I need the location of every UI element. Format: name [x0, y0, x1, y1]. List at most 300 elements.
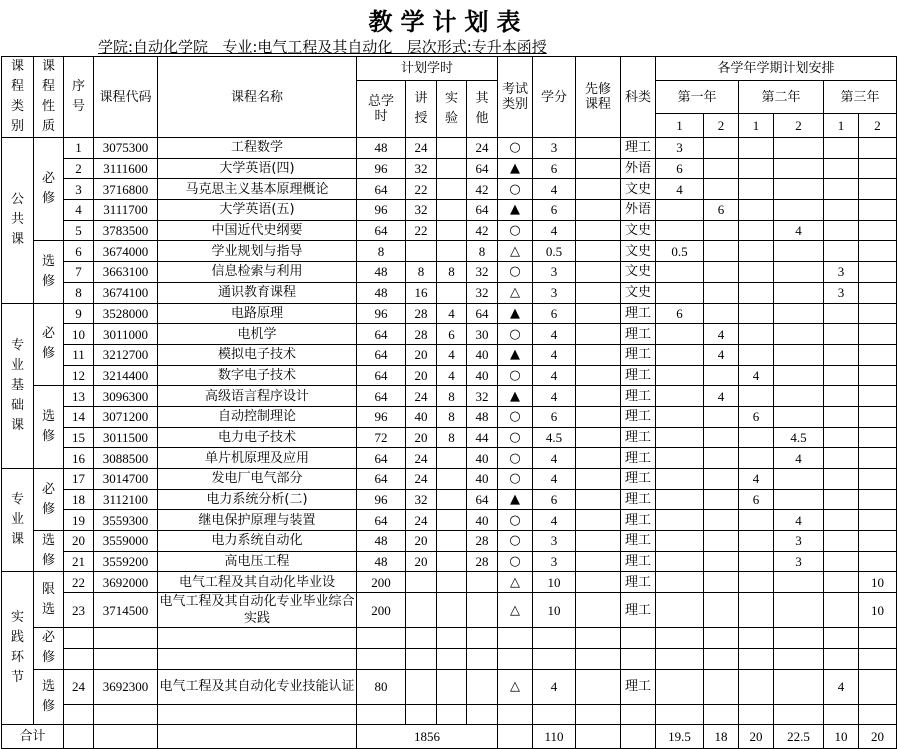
other-hours: 42 — [467, 220, 498, 241]
table-row — [2, 704, 897, 725]
prereq — [576, 648, 621, 669]
total-hours: 64 — [357, 510, 406, 531]
lab-hours — [437, 469, 467, 490]
total-hours: 8 — [357, 241, 406, 262]
lecture-hours: 28 — [406, 324, 437, 345]
course-code: 3559200 — [94, 551, 158, 572]
seq-cell: 13 — [64, 386, 94, 407]
semester-3-credit — [739, 510, 774, 531]
exam-type: ○ — [498, 365, 533, 386]
semester-1-credit — [656, 704, 704, 725]
course-code: 3716800 — [94, 179, 158, 200]
course-code — [94, 648, 158, 669]
semester-3-credit: 6 — [739, 489, 774, 510]
semester-3-credit — [739, 158, 774, 179]
credit: 4 — [533, 324, 576, 345]
header-code: 课程代码 — [94, 57, 158, 138]
nature-required: 必修 — [34, 138, 64, 241]
lecture-hours: 24 — [406, 448, 437, 469]
credit: 4 — [533, 179, 576, 200]
lab-hours: 6 — [437, 324, 467, 345]
semester-6-credit: 10 — [859, 593, 897, 628]
lab-hours: 8 — [437, 262, 467, 283]
seq-cell: 11 — [64, 344, 94, 365]
semester-6-credit — [859, 704, 897, 725]
lecture-hours: 32 — [406, 489, 437, 510]
totals-exam — [498, 725, 533, 749]
seq-cell: 9 — [64, 303, 94, 324]
semester-4-credit — [774, 628, 824, 649]
prereq — [576, 669, 621, 704]
exam-type: △ — [498, 572, 533, 593]
semester-5-credit — [824, 648, 859, 669]
semester-6-credit — [859, 669, 897, 704]
group-major: 专业课 — [2, 469, 34, 572]
prereq — [576, 303, 621, 324]
header-plan-hours: 计划学时 — [357, 57, 498, 81]
lab-hours: 4 — [437, 344, 467, 365]
semester-3-credit — [739, 448, 774, 469]
seq-cell: 21 — [64, 551, 94, 572]
header-nature: 课程性质 — [34, 57, 64, 138]
header-other: 其他 — [467, 81, 498, 138]
seq-cell: 17 — [64, 469, 94, 490]
semester-6-credit — [859, 648, 897, 669]
semester-5-credit — [824, 344, 859, 365]
table-row — [2, 648, 897, 669]
credit: 4 — [533, 344, 576, 365]
course-code: 3212700 — [94, 344, 158, 365]
semester-4-credit — [774, 200, 824, 221]
seq-cell: 3 — [64, 179, 94, 200]
semester-3-credit: 4 — [739, 469, 774, 490]
other-hours: 8 — [467, 241, 498, 262]
group-basic: 专业基础课 — [2, 303, 34, 469]
semester-2-credit: 4 — [704, 324, 739, 345]
prereq — [576, 510, 621, 531]
prereq — [576, 386, 621, 407]
totals-semester-5: 10 — [824, 725, 859, 749]
lecture-hours: 24 — [406, 138, 437, 159]
totals-label: 合计 — [2, 725, 64, 749]
header-y1-sem1: 1 — [656, 114, 704, 138]
course-code: 3096300 — [94, 386, 158, 407]
credit: 10 — [533, 572, 576, 593]
totals-semester-4: 22.5 — [774, 725, 824, 749]
course-code: 3111600 — [94, 158, 158, 179]
totals-credit: 110 — [533, 725, 576, 749]
other-hours: 64 — [467, 489, 498, 510]
semester-5-credit — [824, 531, 859, 552]
header-year2: 第二年 — [739, 81, 824, 114]
semester-1-credit — [656, 669, 704, 704]
semester-3-credit — [739, 628, 774, 649]
lab-hours: 8 — [437, 427, 467, 448]
table-row — [2, 427, 897, 448]
semester-6-credit — [859, 179, 897, 200]
header-y3-sem2: 2 — [859, 114, 897, 138]
semester-3-credit — [739, 262, 774, 283]
header-total-hours: 总学时 — [357, 81, 406, 138]
other-hours — [467, 572, 498, 593]
subject-category: 理工 — [621, 324, 656, 345]
semester-2-credit — [704, 448, 739, 469]
lecture-hours — [406, 704, 437, 725]
subject-category: 文史 — [621, 179, 656, 200]
semester-6-credit — [859, 138, 897, 159]
totals-code — [94, 725, 158, 749]
prereq — [576, 406, 621, 427]
course-code: 3528000 — [94, 303, 158, 324]
semester-4-credit — [774, 572, 824, 593]
nature-elective: 选修 — [34, 669, 64, 725]
total-hours — [357, 628, 406, 649]
credit: 6 — [533, 200, 576, 221]
header-name: 课程名称 — [158, 57, 357, 138]
lecture-hours: 20 — [406, 531, 437, 552]
course-name: 模拟电子技术 — [158, 344, 357, 365]
semester-4-credit — [774, 138, 824, 159]
credit: 3 — [533, 551, 576, 572]
credit: 3 — [533, 531, 576, 552]
semester-6-credit: 10 — [859, 572, 897, 593]
semester-4-credit: 3 — [774, 531, 824, 552]
lab-hours — [437, 551, 467, 572]
nature-limited: 限选 — [34, 572, 64, 628]
semester-4-credit: 4.5 — [774, 427, 824, 448]
totals-prereq — [576, 725, 621, 749]
semester-1-credit: 4 — [656, 179, 704, 200]
semester-3-credit — [739, 704, 774, 725]
exam-type: ○ — [498, 179, 533, 200]
semester-4-credit: 4 — [774, 510, 824, 531]
other-hours — [467, 628, 498, 649]
semester-6-credit — [859, 551, 897, 572]
semester-5-credit — [824, 489, 859, 510]
table-row — [2, 303, 897, 324]
total-hours: 96 — [357, 303, 406, 324]
lab-hours — [437, 593, 467, 628]
credit: 4 — [533, 469, 576, 490]
total-hours: 48 — [357, 282, 406, 303]
semester-5-credit — [824, 406, 859, 427]
totals-row — [2, 725, 897, 749]
semester-6-credit — [859, 427, 897, 448]
course-code: 3011000 — [94, 324, 158, 345]
seq-cell: 23 — [64, 593, 94, 628]
course-code: 3692300 — [94, 669, 158, 704]
other-hours: 28 — [467, 531, 498, 552]
semester-4-credit — [774, 406, 824, 427]
semester-2-credit — [704, 551, 739, 572]
course-name: 大学英语(五) — [158, 200, 357, 221]
subject-category — [621, 628, 656, 649]
course-code: 3011500 — [94, 427, 158, 448]
credit: 4 — [533, 669, 576, 704]
header-y1-sem2: 2 — [704, 114, 739, 138]
other-hours: 64 — [467, 303, 498, 324]
prereq — [576, 365, 621, 386]
seq-cell: 12 — [64, 365, 94, 386]
semester-5-credit — [824, 365, 859, 386]
semester-1-credit: 0.5 — [656, 241, 704, 262]
subject-category: 理工 — [621, 510, 656, 531]
lab-hours — [437, 448, 467, 469]
credit: 3 — [533, 282, 576, 303]
other-hours — [467, 648, 498, 669]
total-hours — [357, 704, 406, 725]
exam-type: ▲ — [498, 158, 533, 179]
subject-category: 外语 — [621, 200, 656, 221]
total-hours — [357, 648, 406, 669]
semester-3-credit — [739, 344, 774, 365]
lecture-hours: 24 — [406, 469, 437, 490]
other-hours: 40 — [467, 510, 498, 531]
semester-1-credit — [656, 469, 704, 490]
semester-6-credit — [859, 628, 897, 649]
semester-1-credit: 3 — [656, 138, 704, 159]
semester-2-credit — [704, 303, 739, 324]
seq-cell: 24 — [64, 669, 94, 704]
course-name: 发电厂电气部分 — [158, 469, 357, 490]
lecture-hours: 24 — [406, 510, 437, 531]
seq-cell: 4 — [64, 200, 94, 221]
semester-5-credit — [824, 704, 859, 725]
semester-1-credit — [656, 282, 704, 303]
semester-6-credit — [859, 510, 897, 531]
semester-5-credit — [824, 628, 859, 649]
lecture-hours: 32 — [406, 200, 437, 221]
semester-3-credit — [739, 427, 774, 448]
table-row — [2, 158, 897, 179]
semester-4-credit — [774, 469, 824, 490]
lab-hours — [437, 531, 467, 552]
credit: 4 — [533, 365, 576, 386]
course-name — [158, 648, 357, 669]
prereq — [576, 282, 621, 303]
exam-type: ▲ — [498, 386, 533, 407]
prereq — [576, 593, 621, 628]
table-row — [2, 262, 897, 283]
seq-cell — [64, 648, 94, 669]
semester-5-credit — [824, 138, 859, 159]
semester-2-credit — [704, 220, 739, 241]
table-row — [2, 572, 897, 593]
total-hours: 48 — [357, 531, 406, 552]
exam-type: △ — [498, 241, 533, 262]
other-hours: 64 — [467, 200, 498, 221]
semester-2-credit — [704, 704, 739, 725]
table-row — [2, 386, 897, 407]
total-hours: 48 — [357, 262, 406, 283]
subject-category: 理工 — [621, 344, 656, 365]
subject-category: 文史 — [621, 282, 656, 303]
seq-cell: 18 — [64, 489, 94, 510]
semester-4-credit — [774, 241, 824, 262]
other-hours: 32 — [467, 262, 498, 283]
semester-1-credit — [656, 344, 704, 365]
semester-1-credit — [656, 448, 704, 469]
lab-hours — [437, 489, 467, 510]
lab-hours — [437, 138, 467, 159]
total-hours: 64 — [357, 220, 406, 241]
semester-1-credit: 6 — [656, 303, 704, 324]
course-code — [94, 628, 158, 649]
semester-5-credit — [824, 551, 859, 572]
lecture-hours — [406, 593, 437, 628]
course-name: 信息检索与利用 — [158, 262, 357, 283]
table-row — [2, 448, 897, 469]
table-row — [2, 551, 897, 572]
lab-hours: 4 — [437, 303, 467, 324]
lab-hours — [437, 628, 467, 649]
other-hours: 28 — [467, 551, 498, 572]
subject-category: 理工 — [621, 448, 656, 469]
prereq — [576, 179, 621, 200]
semester-3-credit: 6 — [739, 406, 774, 427]
course-code: 3674000 — [94, 241, 158, 262]
lab-hours — [437, 648, 467, 669]
semester-5-credit — [824, 572, 859, 593]
other-hours: 40 — [467, 469, 498, 490]
lab-hours — [437, 572, 467, 593]
seq-cell: 22 — [64, 572, 94, 593]
semester-2-credit: 6 — [704, 200, 739, 221]
semester-6-credit — [859, 262, 897, 283]
semester-5-credit — [824, 510, 859, 531]
prereq — [576, 220, 621, 241]
subject-category: 理工 — [621, 572, 656, 593]
totals-subject — [621, 725, 656, 749]
semester-4-credit — [774, 489, 824, 510]
semester-5-credit — [824, 386, 859, 407]
lab-hours — [437, 179, 467, 200]
semester-5-credit — [824, 303, 859, 324]
exam-type: ○ — [498, 469, 533, 490]
semester-4-credit — [774, 324, 824, 345]
lecture-hours: 28 — [406, 303, 437, 324]
semester-3-credit — [739, 324, 774, 345]
other-hours: 24 — [467, 138, 498, 159]
semester-6-credit — [859, 365, 897, 386]
semester-5-credit — [824, 158, 859, 179]
credit — [533, 628, 576, 649]
subject-category: 理工 — [621, 469, 656, 490]
semester-6-credit — [859, 531, 897, 552]
semester-3-credit — [739, 386, 774, 407]
credit: 4 — [533, 448, 576, 469]
semester-5-credit — [824, 220, 859, 241]
credit: 6 — [533, 406, 576, 427]
semester-2-credit — [704, 510, 739, 531]
credit — [533, 704, 576, 725]
subject-category: 理工 — [621, 427, 656, 448]
total-hours: 64 — [357, 324, 406, 345]
semester-5-credit — [824, 469, 859, 490]
subject-category: 理工 — [621, 531, 656, 552]
semester-3-credit — [739, 572, 774, 593]
course-code — [94, 704, 158, 725]
course-code: 3714500 — [94, 593, 158, 628]
semester-2-credit — [704, 648, 739, 669]
seq-cell: 2 — [64, 158, 94, 179]
course-code: 3559300 — [94, 510, 158, 531]
semester-4-credit — [774, 669, 824, 704]
nature-elective: 选修 — [34, 241, 64, 303]
lab-hours — [437, 200, 467, 221]
semester-1-credit — [656, 593, 704, 628]
exam-type: ○ — [498, 220, 533, 241]
totals-semester-2: 18 — [704, 725, 739, 749]
other-hours: 40 — [467, 448, 498, 469]
semester-2-credit — [704, 282, 739, 303]
total-hours: 64 — [357, 469, 406, 490]
semester-2-credit — [704, 572, 739, 593]
seq-cell — [64, 704, 94, 725]
total-hours: 64 — [357, 365, 406, 386]
page-title: 教学计划表 — [368, 7, 529, 36]
header-y2-sem1: 1 — [739, 114, 774, 138]
semester-3-credit — [739, 593, 774, 628]
exam-type: △ — [498, 669, 533, 704]
table-row — [2, 324, 897, 345]
other-hours — [467, 704, 498, 725]
lab-hours — [437, 669, 467, 704]
total-hours: 48 — [357, 551, 406, 572]
semester-6-credit — [859, 324, 897, 345]
table-row — [2, 531, 897, 552]
seq-cell — [64, 628, 94, 649]
semester-2-credit — [704, 628, 739, 649]
semester-2-credit — [704, 158, 739, 179]
course-code: 3663100 — [94, 262, 158, 283]
lecture-hours: 20 — [406, 365, 437, 386]
semester-6-credit — [859, 282, 897, 303]
lab-hours: 4 — [437, 365, 467, 386]
course-name: 学业规划与指导 — [158, 241, 357, 262]
semester-6-credit — [859, 406, 897, 427]
exam-type: ○ — [498, 510, 533, 531]
subject-category: 理工 — [621, 551, 656, 572]
semester-1-credit — [656, 489, 704, 510]
header-y3-sem1: 1 — [824, 114, 859, 138]
prereq — [576, 531, 621, 552]
total-hours: 80 — [357, 669, 406, 704]
totals-semester-1: 19.5 — [656, 725, 704, 749]
totals-hours: 1856 — [357, 725, 498, 749]
semester-6-credit — [859, 220, 897, 241]
semester-2-credit: 4 — [704, 386, 739, 407]
table-row — [2, 179, 897, 200]
totals-semester-6: 20 — [859, 725, 897, 749]
course-code: 3075300 — [94, 138, 158, 159]
credit: 6 — [533, 303, 576, 324]
course-name: 电气工程及其自动化专业技能认证 — [158, 669, 357, 704]
other-hours: 32 — [467, 386, 498, 407]
exam-type: ○ — [498, 406, 533, 427]
total-hours: 96 — [357, 158, 406, 179]
semester-4-credit — [774, 365, 824, 386]
semester-3-credit — [739, 303, 774, 324]
semester-2-credit — [704, 406, 739, 427]
semester-4-credit — [774, 282, 824, 303]
prereq — [576, 704, 621, 725]
exam-type: ○ — [498, 448, 533, 469]
total-hours: 96 — [357, 489, 406, 510]
semester-2-credit — [704, 138, 739, 159]
semester-5-credit: 3 — [824, 282, 859, 303]
credit: 6 — [533, 489, 576, 510]
